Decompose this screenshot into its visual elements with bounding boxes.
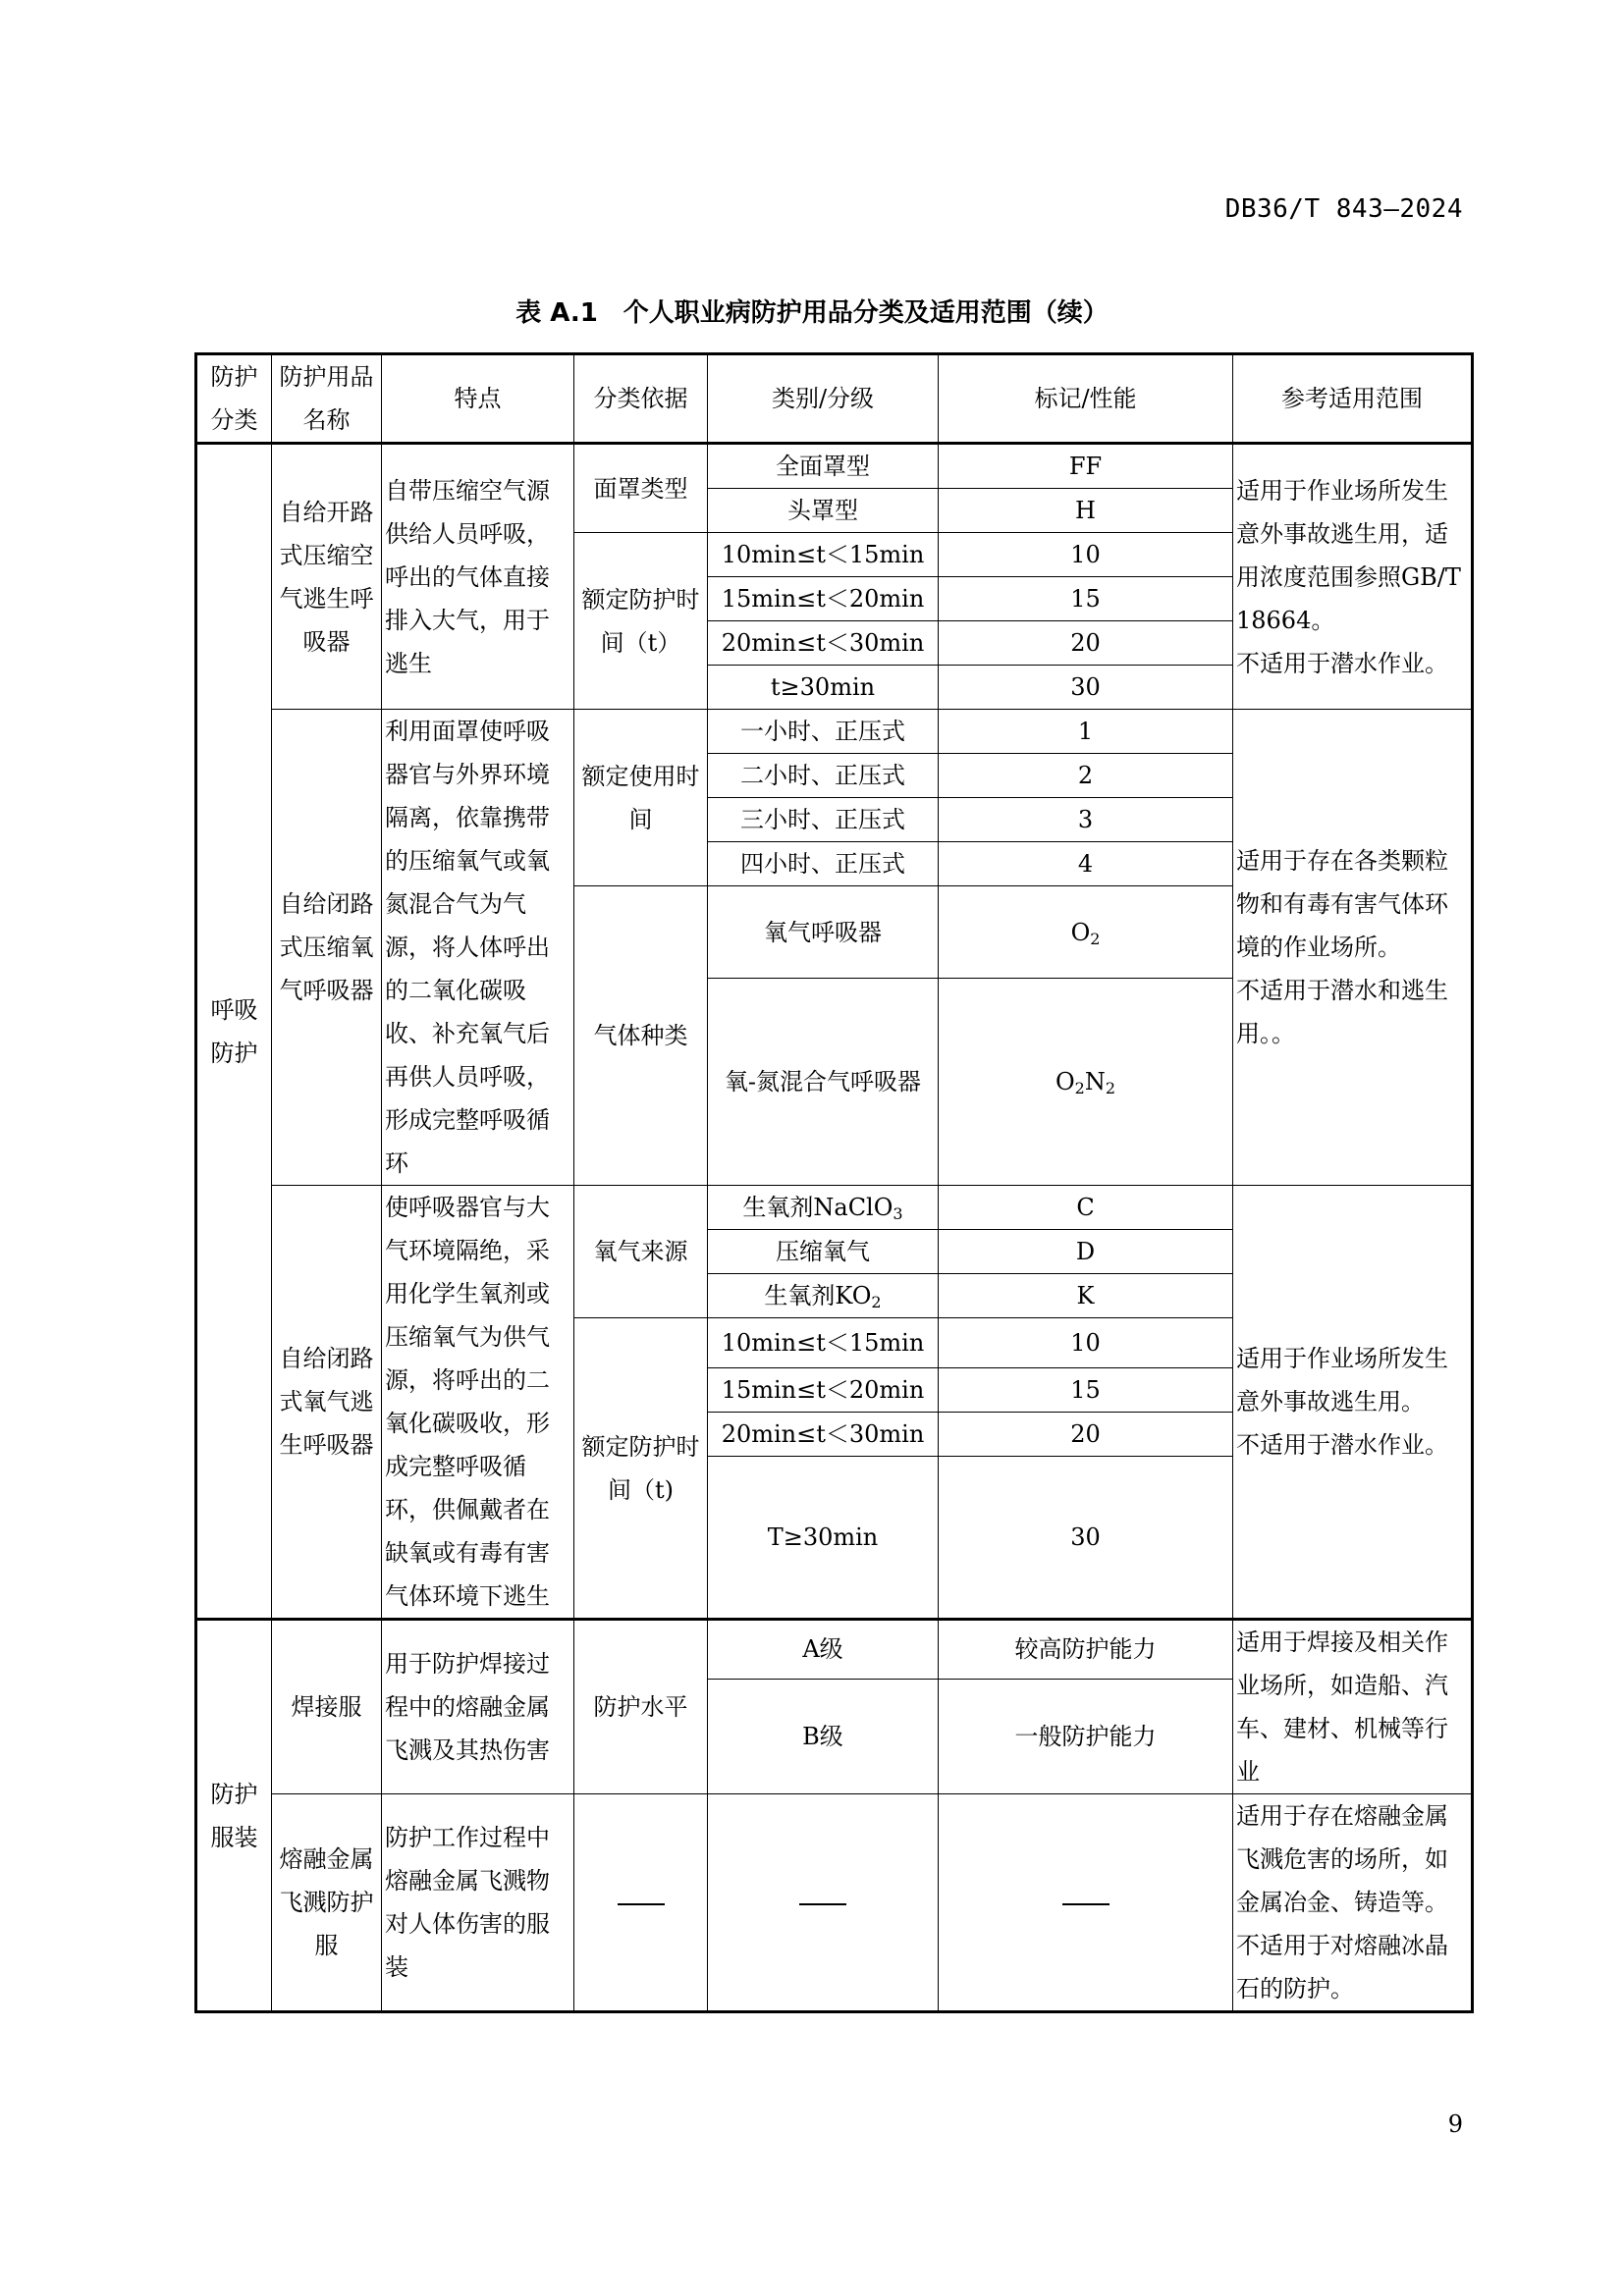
mark-cell: 4 xyxy=(939,842,1233,886)
category-cell: B级 xyxy=(708,1679,939,1793)
col-header: 标记/性能 xyxy=(939,354,1233,444)
mark-cell: $O_2N_2$ xyxy=(939,979,1233,1186)
product-feature: 使呼吸器官与大气环境隔绝，采用化学生氧剂或压缩氧气为供气源，将呼出的二氧化碳吸收，形成完整呼吸循环，供佩戴者在缺氧或有毒有害气体环境下逃生 xyxy=(382,1186,574,1620)
mark-cell: 一般防护能力 xyxy=(939,1679,1233,1793)
product-feature: 自带压缩空气源供给人员呼吸，呼出的气体直接排入大气，用于逃生 xyxy=(382,444,574,710)
category-cell: 全面罩型 xyxy=(708,444,939,489)
product-feature: 防护工作过程中熔融金属飞溅物对人体伤害的服装 xyxy=(382,1794,574,2012)
col-header: 特点 xyxy=(382,354,574,444)
category-cell: 二小时、正压式 xyxy=(708,754,939,798)
mark-cell: D xyxy=(939,1230,1233,1274)
col-header: 防护用品名称 xyxy=(272,354,382,444)
product-name: 自给开路式压缩空气逃生呼吸器 xyxy=(272,444,382,710)
mark-cell: FF xyxy=(939,444,1233,489)
table-row xyxy=(196,1186,1473,1230)
category-cell: 10min≤t＜15min xyxy=(708,1318,939,1368)
mark-cell: $O_2$ xyxy=(939,886,1233,979)
scope-cell: 适用于作业场所发生意外事故逃生用。 不适用于潜水作业。 xyxy=(1233,1186,1473,1620)
category-cell: 20min≤t＜30min xyxy=(708,1413,939,1457)
scope-cell: 适用于焊接及相关作业场所，如造船、汽车、建材、机械等行业 xyxy=(1233,1620,1473,1794)
category-cell: 生氧剂$KO_2$ xyxy=(708,1274,939,1318)
classification-basis: 防护水平 xyxy=(574,1620,708,1794)
empty-mark-dash xyxy=(939,1794,1233,2012)
mark-cell: 10 xyxy=(939,1318,1233,1368)
classification-basis: 额定使用时间 xyxy=(574,710,708,886)
category-cell: 压缩氧气 xyxy=(708,1230,939,1274)
category-cell: 15min≤t＜20min xyxy=(708,1368,939,1413)
mark-cell: H xyxy=(939,489,1233,533)
category-cell: 10min≤t＜15min xyxy=(708,533,939,577)
mark-cell: 20 xyxy=(939,621,1233,666)
mark-cell: 10 xyxy=(939,533,1233,577)
mark-cell: 2 xyxy=(939,754,1233,798)
scope-cell: 适用于存在各类颗粒物和有毒有害气体环境的作业场所。 不适用于潜水和逃生用。。 xyxy=(1233,710,1473,1186)
category-cell: 20min≤t＜30min xyxy=(708,621,939,666)
scope-cell: 适用于作业场所发生意外事故逃生用，适用浓度范围参照GB/T 18664。 不适用于潜水作业。 xyxy=(1233,444,1473,710)
mark-cell: 较高防护能力 xyxy=(939,1620,1233,1680)
mark-cell: 15 xyxy=(939,1368,1233,1413)
category-cell: 三小时、正压式 xyxy=(708,798,939,842)
col-header: 分类依据 xyxy=(574,354,708,444)
table-header-row xyxy=(196,354,1473,444)
col-header: 类别/分级 xyxy=(708,354,939,444)
mark-cell: K xyxy=(939,1274,1233,1318)
empty-basis-dash xyxy=(574,1794,708,2012)
scope-cell: 适用于存在熔融金属飞溅危害的场所，如金属冶金、铸造等。 不适用于对熔融冰晶石的防护。 xyxy=(1233,1794,1473,2012)
category-cell: 一小时、正压式 xyxy=(708,710,939,754)
category-cell: T≥30min xyxy=(708,1457,939,1620)
table-row xyxy=(196,444,1473,489)
classification-basis: 面罩类型 xyxy=(574,444,708,533)
col-header: 防护分类 xyxy=(196,354,272,444)
classification-basis: 气体种类 xyxy=(574,886,708,1186)
table-row xyxy=(196,1794,1473,2012)
mark-cell: C xyxy=(939,1186,1233,1230)
category-cell: 头罩型 xyxy=(708,489,939,533)
classification-basis: 额定防护时间（t) xyxy=(574,1318,708,1620)
mark-cell: 30 xyxy=(939,1457,1233,1620)
empty-category-dash xyxy=(708,1794,939,2012)
product-feature: 利用面罩使呼吸器官与外界环境隔离，依靠携带的压缩氧气或氧氮混合气为气源，将人体呼出的二氧化碳吸收、补充氧气后再供人员呼吸，形成完整呼吸循环 xyxy=(382,710,574,1186)
product-name: 自给闭路式氧气逃生呼吸器 xyxy=(272,1186,382,1620)
category-cell: 15min≤t＜20min xyxy=(708,577,939,621)
table-row xyxy=(196,710,1473,754)
classification-basis: 额定防护时间（t） xyxy=(574,533,708,710)
category-cell: 四小时、正压式 xyxy=(708,842,939,886)
category-cell: 氧气呼吸器 xyxy=(708,886,939,979)
classification-basis: 氧气来源 xyxy=(574,1186,708,1318)
category-cell: A级 xyxy=(708,1620,939,1680)
mark-cell: 30 xyxy=(939,666,1233,710)
mark-cell: 3 xyxy=(939,798,1233,842)
product-name: 熔融金属飞溅防护服 xyxy=(272,1794,382,2012)
category-cell: 氧-氮混合气呼吸器 xyxy=(708,979,939,1186)
mark-cell: 20 xyxy=(939,1413,1233,1457)
table-row xyxy=(196,1620,1473,1680)
page-number: 9 xyxy=(1447,2110,1463,2138)
document-code: DB36/T 843—2024 xyxy=(1224,194,1463,224)
category-cell: 生氧剂NaClO$_3$ xyxy=(708,1186,939,1230)
product-name: 自给闭路式压缩氧气呼吸器 xyxy=(272,710,382,1186)
product-feature: 用于防护焊接过程中的熔融金属飞溅及其热伤害 xyxy=(382,1620,574,1794)
group-cell-clothing: 防护服装 xyxy=(196,1620,272,2012)
product-name: 焊接服 xyxy=(272,1620,382,1794)
col-header: 参考适用范围 xyxy=(1233,354,1473,444)
category-cell: t≥30min xyxy=(708,666,939,710)
ppe-classification-table xyxy=(194,352,1474,2013)
group-cell-respiratory: 呼吸防护 xyxy=(196,444,272,1620)
mark-cell: 15 xyxy=(939,577,1233,621)
table-caption: 表 A.1 个人职业病防护用品分类及适用范围（续） xyxy=(515,298,1109,328)
mark-cell: 1 xyxy=(939,710,1233,754)
